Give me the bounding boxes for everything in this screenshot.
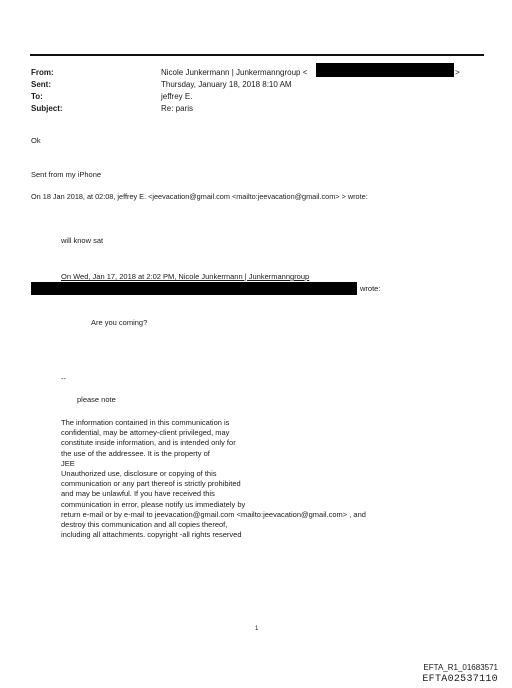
redaction-box <box>31 282 357 295</box>
subject-value: Re: paris <box>161 104 194 113</box>
disclaimer-line: and may be unlawful. If you have received this <box>61 489 215 499</box>
subject-label: Subject: <box>31 104 63 113</box>
from-suffix: > <box>455 68 460 77</box>
disclaimer-line: the use of the addressee. It is the property of <box>61 448 210 458</box>
quote1-text: will know sat <box>61 236 104 245</box>
signature-text: Sent from my iPhone <box>31 170 102 179</box>
disclaimer-line: Unauthorized use, disclosure or copying of this <box>61 469 217 479</box>
please-note-text: please note <box>77 395 116 404</box>
redaction-box <box>316 63 454 77</box>
to-value: jeffrey E. <box>161 92 193 101</box>
bates-number-secondary: EFTA02537110 <box>422 674 498 685</box>
quote2-intro: On Wed, Jan 17, 2018 at 2:02 PM, Nicole Junkermann | Junkermanngroup <box>61 272 310 281</box>
disclaimer-line: communication in error, please notify us immediately by <box>61 499 246 509</box>
to-label: To: <box>31 92 43 101</box>
disclaimer-line: communication or any part thereof is strictly prohibited <box>61 479 241 489</box>
page-number: 1 <box>255 626 259 632</box>
reply-text: Ok <box>31 136 41 145</box>
disclaimer-line: return e-mail or by e-mail to jeevacation@gmail.com <mailto:jeevacation@gmail.com> , and <box>61 509 366 519</box>
quote2-text: Are you coming? <box>91 318 148 327</box>
bates-number: EFTA_R1_01683571 <box>423 663 498 672</box>
disclaimer-line: The information contained in this communication is <box>61 418 230 427</box>
quote2-wrote: wrote: <box>360 284 381 293</box>
disclaimer-line: constitute inside information, and is intended only for <box>61 438 236 448</box>
from-value: Nicole Junkermann | Junkermanngroup < <box>161 68 308 77</box>
disclaimer-line: JEE <box>61 458 75 468</box>
signature-separator: -- <box>61 374 66 383</box>
disclaimer-line: including all attachments. copyright -all rights reserved <box>61 530 242 540</box>
disclaimer-line: confidential, may be attorney-client privileged, may <box>61 428 230 438</box>
disclaimer-line: destroy this communication and all copies thereof, <box>61 520 228 530</box>
quote1-intro: On 18 Jan 2018, at 02:08, jeffrey E. <jeevacation@gmail.com <mailto:jeevacation@gmail.com> > wrote: <box>31 192 368 201</box>
from-label: From: <box>31 68 54 77</box>
sent-value: Thursday, January 18, 2018 8:10 AM <box>161 80 292 89</box>
sent-label: Sent: <box>31 80 51 89</box>
disclaimer-block <box>61 418 366 540</box>
header-rule <box>30 54 484 56</box>
